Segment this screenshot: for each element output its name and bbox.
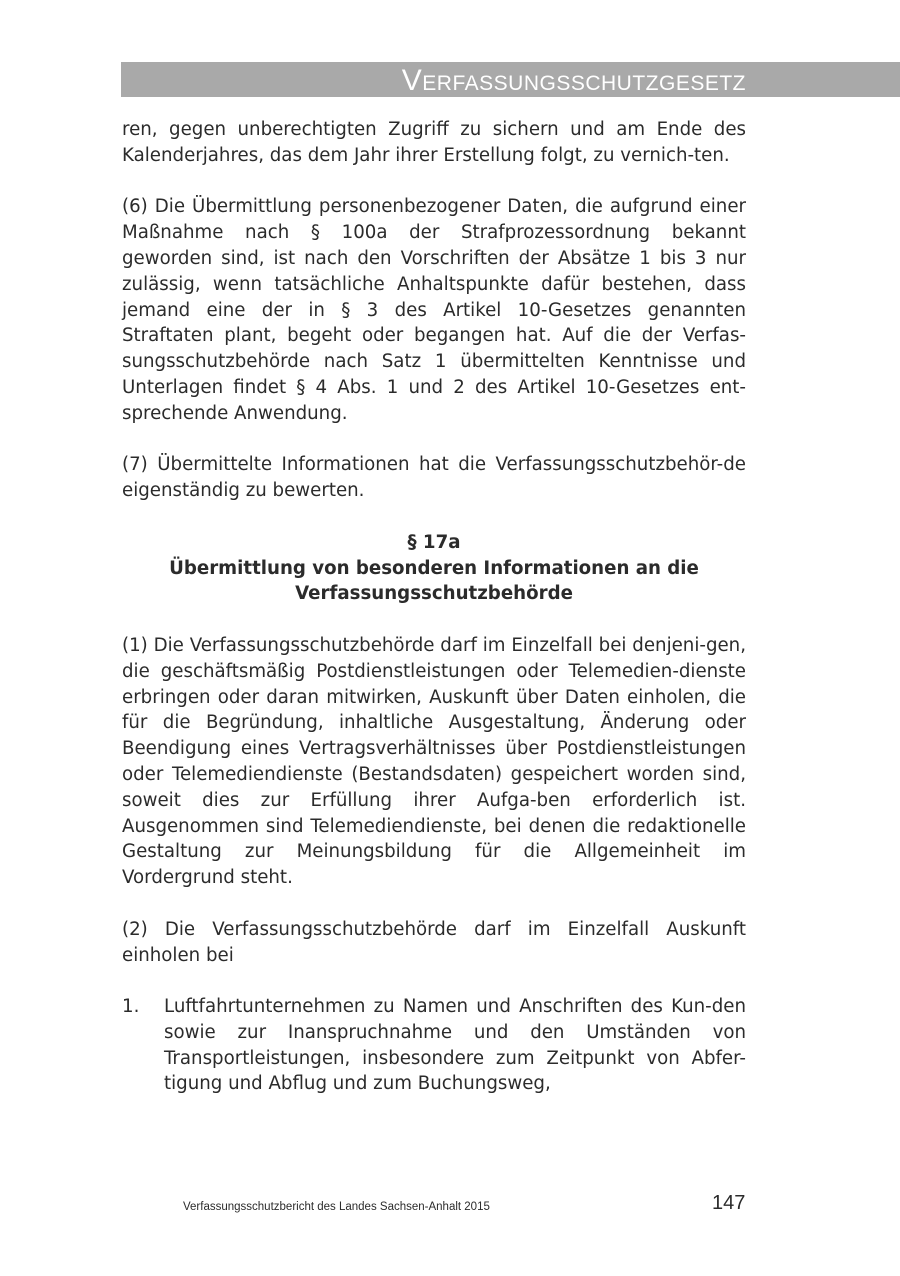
running-header-title xyxy=(402,66,746,99)
section-number: § 17a xyxy=(407,531,461,553)
paragraph-2: (2) Die Verfassungsschutzbehörde darf im Einzelfall Auskunft einholen bei xyxy=(122,918,746,966)
section-title-line2: Verfassungsschutzbehörde xyxy=(295,583,573,605)
list-item xyxy=(122,994,746,1097)
paragraph-6: (6) Die Übermittlung personenbezogener Daten, die aufgrund einer Maßnahme nach § 100a der Strafprozessordnung bekannt geworden sind, ist nach den Vorschriften der Absätze 1 bis 3 nur zulässig, wenn tatsächliche Anhaltspunkte dafür bestehen, dass jemand eine der in § 3 des Artikel 10-Gesetzes genannten Straftaten plant, begeht oder begangen hat. Auf die der Verfas-sungsschutzbehörde nach Satz 1 übermittelten Kenntnisse und Unterlagen findet § 4 Abs. 1 und 2 des Artikel 10-Gesetzes ent-sprechende Anwendung. xyxy=(122,196,746,424)
section-title-line1: Übermittlung von besonderen Informationen an die xyxy=(169,557,699,579)
paragraph-7: (7) Übermittelte Informationen hat die Verfassungsschutzbehör-de eigenständig zu bewerten. xyxy=(122,454,746,502)
list-item-text: Luftfahrtunternehmen zu Namen und Anschriften des Kun-den sowie zur Inanspruchnahme und den Umständen von Transportleistungen, insbesondere zum Zeitpunkt von Abfer-tigung und Abflug und zum Buchungsweg, xyxy=(164,996,746,1095)
running-header-initial: V xyxy=(401,64,423,97)
paragraph-1: (1) Die Verfassungsschutzbehörde darf im Einzelfall bei denjeni-gen, die geschäftsmäßig Postdienstleistungen oder Telemedien-dienste erbringen oder daran mitwirken, Auskunft über Daten einholen, die für die Begründung, inhaltliche Ausgestaltung, Änderung oder Beendigung eines Vertragsverhältnisses über Postdienstleistungen oder Telemediendienste (Bestandsdaten) gespeichert worden sind, soweit dies zur Erfüllung ihrer Aufga-ben erforderlich ist. Ausgenommen sind Telemediendienste, bei denen die redaktionelle Gestaltung zur Meinungsbildung für die Allgemeinheit im Vordergrund steht. xyxy=(122,634,746,889)
running-header-rest: ERFASSUNGSSCHUTZGESETZ xyxy=(422,72,746,95)
header-bar xyxy=(121,62,900,97)
page-number: 147 xyxy=(712,1192,746,1214)
page-content xyxy=(122,117,746,1097)
section-heading xyxy=(122,530,746,607)
footer-publication-title: Verfassungsschutzbericht des Landes Sachsen-Anhalt 2015 xyxy=(183,1201,490,1213)
paragraph-continuation: ren, gegen unberechtigten Zugriff zu sichern und am Ende des Kalenderjahres, das dem Jahr ihrer Erstellung folgt, zu vernich-ten. xyxy=(122,119,746,166)
list-item-number: 1. xyxy=(122,996,140,1018)
